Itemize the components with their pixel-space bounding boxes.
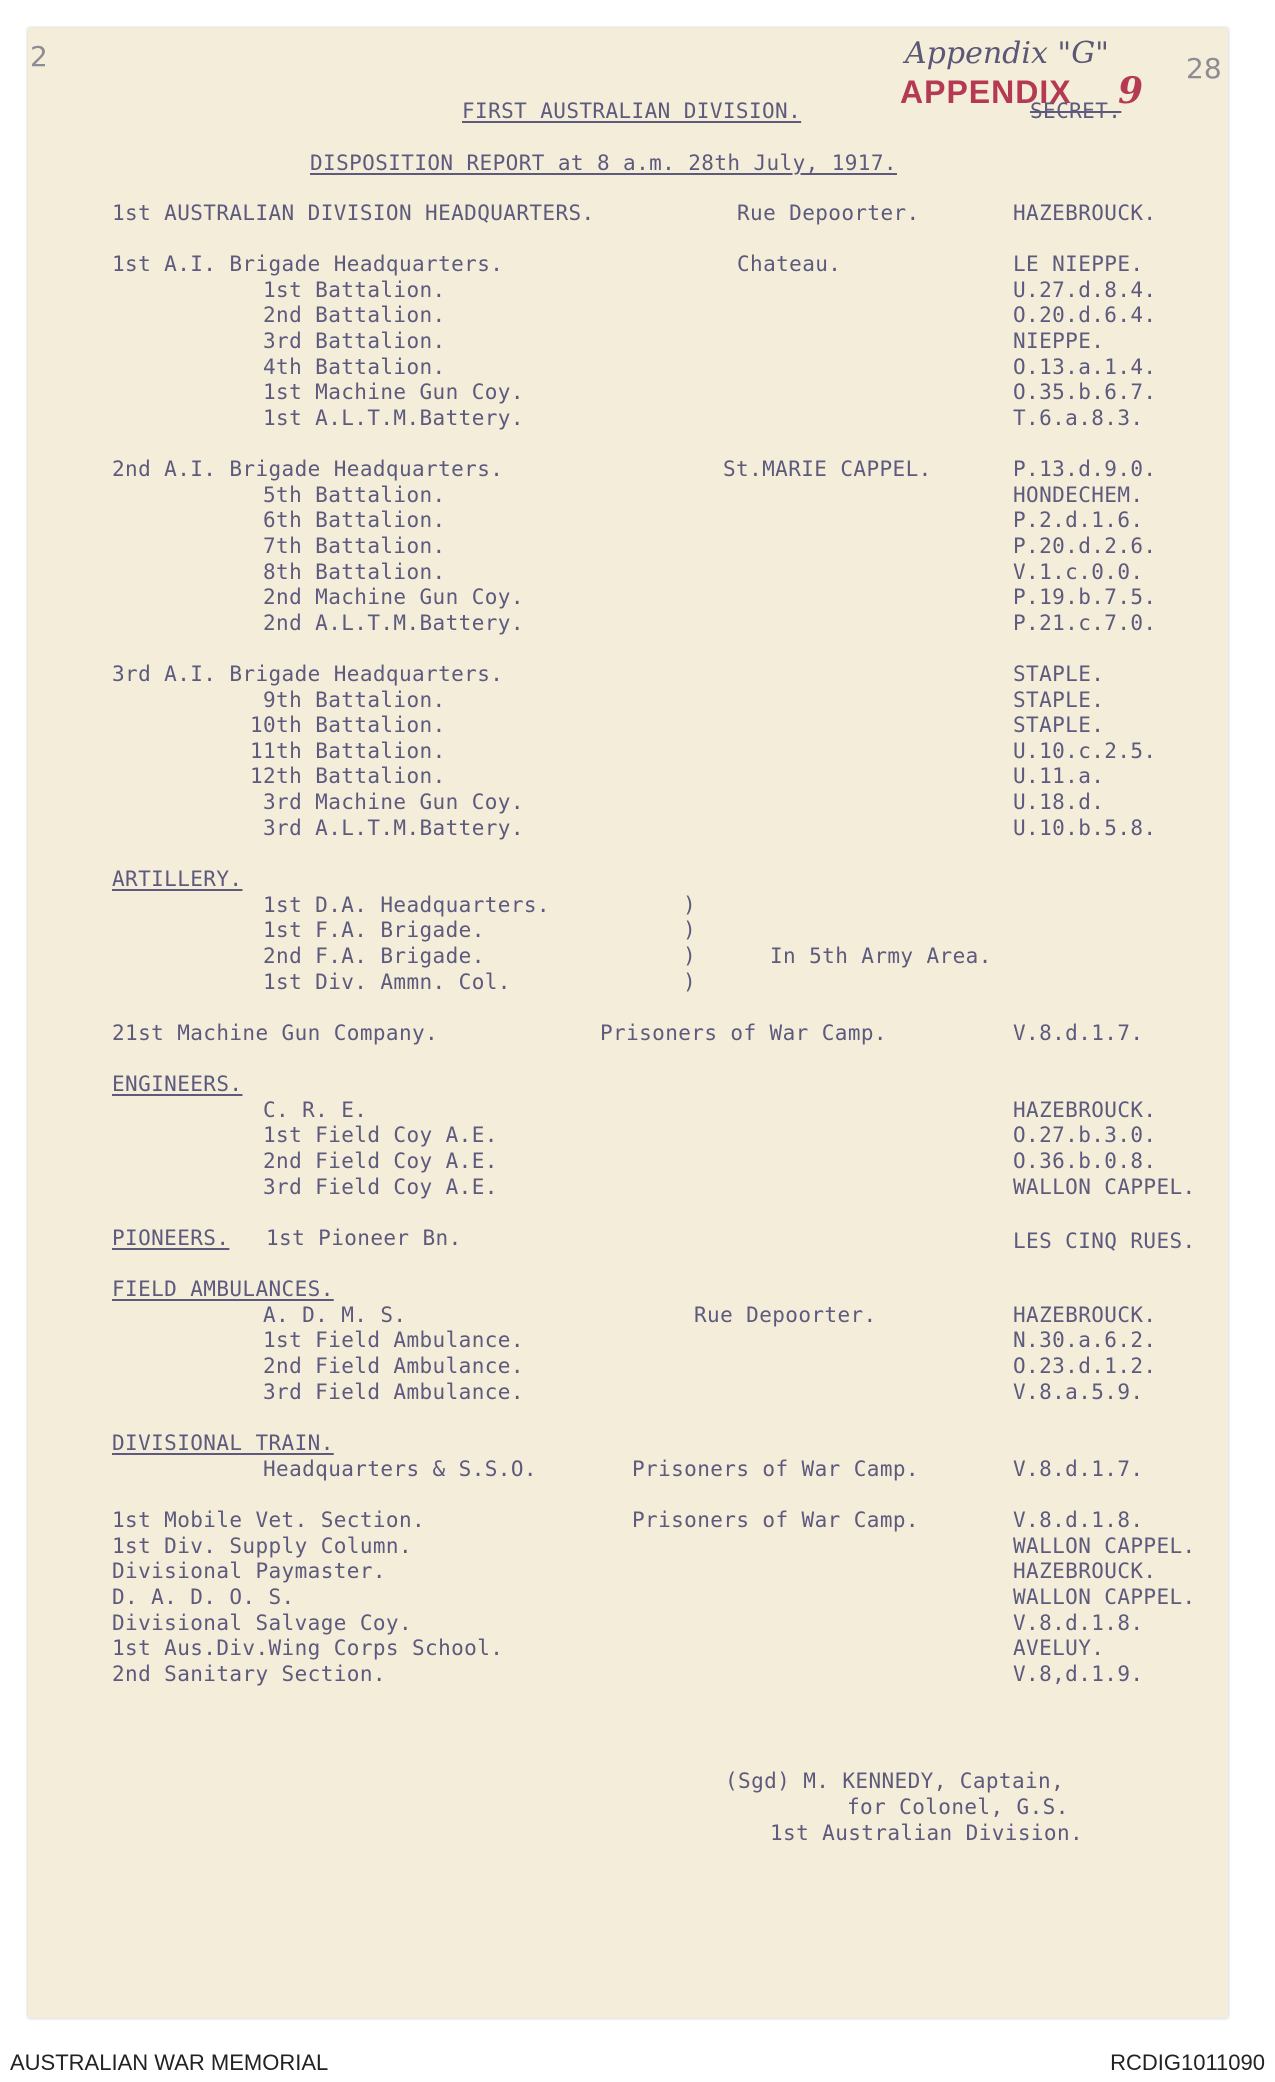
brigade2-unit-location: P.2.d.1.6. [1013, 508, 1144, 532]
artillery-bracket: ) [683, 893, 697, 917]
division-hq-place: Rue Depoorter. [737, 201, 920, 225]
brigade2-unit: 2nd A.L.T.M.Battery. [263, 611, 524, 635]
ambulances-unit: 1st Field Ambulance. [263, 1328, 524, 1352]
artillery-unit: 1st Div. Ammn. Col. [263, 970, 511, 994]
train-unit: Headquarters & S.S.O. [263, 1457, 537, 1481]
artillery-bracket: ) [683, 970, 697, 994]
misc-unit-location: V.8.d.1.8. [1013, 1508, 1144, 1532]
misc-unit-location: HAZEBROUCK. [1013, 1559, 1157, 1583]
division-hq-name: 1st AUSTRALIAN DIVISION HEADQUARTERS. [112, 201, 595, 225]
brigade3-unit-location: U.11.a. [1013, 764, 1105, 788]
page-number: 28 [1186, 52, 1222, 85]
brigade1-hq-place: Chateau. [737, 252, 842, 276]
secret-marking: SECRET. [1030, 99, 1122, 123]
pencil-mark: 2 [30, 40, 48, 73]
brigade2-hq-location: P.13.d.9.0. [1013, 457, 1157, 481]
engineers-heading: ENGINEERS. [112, 1072, 243, 1096]
brigade1-hq-location: LE NIEPPE. [1013, 252, 1144, 276]
brigade3-unit-location: U.18.d. [1013, 790, 1105, 814]
engineers-unit: 1st Field Coy A.E. [263, 1123, 498, 1147]
brigade2-unit: 5th Battalion. [263, 483, 446, 507]
brigade2-unit: 7th Battalion. [263, 534, 446, 558]
pioneers-location: LES CINQ RUES. [1013, 1229, 1196, 1253]
brigade3-unit-location: STAPLE. [1013, 688, 1105, 712]
brigade3-unit: 10th Battalion. [250, 713, 446, 737]
misc-unit: 1st Mobile Vet. Section. [112, 1508, 426, 1532]
brigade3-hq: 3rd A.I. Brigade Headquarters. [112, 662, 504, 686]
engineers-unit-location: HAZEBROUCK. [1013, 1098, 1157, 1122]
misc-unit: Divisional Paymaster. [112, 1559, 386, 1583]
artillery-heading: ARTILLERY. [112, 867, 243, 891]
mg21-place: Prisoners of War Camp. [600, 1021, 887, 1045]
brigade3-unit: 9th Battalion. [263, 688, 446, 712]
brigade3-unit: 11th Battalion. [250, 739, 446, 763]
brigade2-unit: 2nd Machine Gun Coy. [263, 585, 524, 609]
engineers-unit-location: O.36.b.0.8. [1013, 1149, 1157, 1173]
ambulances-unit-location: O.23.d.1.2. [1013, 1354, 1157, 1378]
signature-line: for Colonel, G.S. [847, 1795, 1069, 1819]
brigade1-unit-location: O.35.b.6.7. [1013, 380, 1157, 404]
brigade2-unit-location: P.19.b.7.5. [1013, 585, 1157, 609]
engineers-unit: C. R. E. [263, 1098, 368, 1122]
brigade1-unit: 1st A.L.T.M.Battery. [263, 406, 524, 430]
misc-unit-location: AVELUY. [1013, 1636, 1105, 1660]
misc-unit: 1st Div. Supply Column. [112, 1534, 412, 1558]
pioneers-heading: PIONEERS. [112, 1226, 230, 1250]
brigade2-unit-location: P.20.d.2.6. [1013, 534, 1157, 558]
brigade3-unit-location: U.10.b.5.8. [1013, 816, 1157, 840]
ambulances-unit-location: V.8.a.5.9. [1013, 1380, 1144, 1404]
artillery-location-note: In 5th Army Area. [770, 944, 992, 968]
engineers-unit: 2nd Field Coy A.E. [263, 1149, 498, 1173]
ambulances-unit: 3rd Field Ambulance. [263, 1380, 524, 1404]
brigade1-unit-location: NIEPPE. [1013, 329, 1105, 353]
footer-institution: AUSTRALIAN WAR MEMORIAL [10, 2050, 329, 2075]
brigade1-unit: 2nd Battalion. [263, 303, 446, 327]
brigade3-unit-location: STAPLE. [1013, 713, 1105, 737]
division-hq-location: HAZEBROUCK. [1013, 201, 1157, 225]
brigade3-unit: 3rd Machine Gun Coy. [263, 790, 524, 814]
brigade2-unit-location: V.1.c.0.0. [1013, 560, 1144, 584]
brigade2-unit: 8th Battalion. [263, 560, 446, 584]
ambulances-unit-location: HAZEBROUCK. [1013, 1303, 1157, 1327]
artillery-bracket: ) [683, 944, 697, 968]
misc-unit-location: WALLON CAPPEL. [1013, 1534, 1196, 1558]
train-heading: DIVISIONAL TRAIN. [112, 1431, 334, 1455]
appendix-stamp-number: 9 [1118, 70, 1144, 112]
brigade1-unit: 1st Battalion. [263, 278, 446, 302]
handwritten-appendix-note: Appendix "G" [905, 36, 1109, 71]
train-location: V.8.d.1.7. [1013, 1457, 1144, 1481]
train-place: Prisoners of War Camp. [632, 1457, 919, 1481]
brigade1-unit-location: T.6.a.8.3. [1013, 406, 1144, 430]
misc-unit: 1st Aus.Div.Wing Corps School. [112, 1636, 504, 1660]
engineers-unit-location: WALLON CAPPEL. [1013, 1175, 1196, 1199]
brigade2-unit-location: P.21.c.7.0. [1013, 611, 1157, 635]
signature-line: (Sgd) M. KENNEDY, Captain, [725, 1769, 1065, 1793]
ambulances-unit: 2nd Field Ambulance. [263, 1354, 524, 1378]
signature-line: 1st Australian Division. [770, 1821, 1084, 1845]
footer-record-id: RCDIG1011090 [1110, 2050, 1265, 2075]
brigade3-unit-location: U.10.c.2.5. [1013, 739, 1157, 763]
brigade3-unit: 12th Battalion. [250, 764, 446, 788]
brigade1-unit: 4th Battalion. [263, 355, 446, 379]
brigade1-unit: 3rd Battalion. [263, 329, 446, 353]
brigade2-hq: 2nd A.I. Brigade Headquarters. [112, 457, 504, 481]
misc-unit: 2nd Sanitary Section. [112, 1662, 386, 1686]
ambulances-unit-location: N.30.a.6.2. [1013, 1328, 1157, 1352]
misc-unit: D. A. D. O. S. [112, 1585, 295, 1609]
misc-unit: Divisional Salvage Coy. [112, 1611, 412, 1635]
misc-unit-place: Prisoners of War Camp. [632, 1508, 919, 1532]
brigade1-hq: 1st A.I. Brigade Headquarters. [112, 252, 504, 276]
brigade3-unit: 3rd A.L.T.M.Battery. [263, 816, 524, 840]
misc-unit-location: V.8.d.1.8. [1013, 1611, 1144, 1635]
misc-unit-location: WALLON CAPPEL. [1013, 1585, 1196, 1609]
misc-unit-location: V.8,d.1.9. [1013, 1662, 1144, 1686]
artillery-unit: 1st F.A. Brigade. [263, 918, 485, 942]
brigade1-unit-location: O.13.a.1.4. [1013, 355, 1157, 379]
artillery-unit: 1st D.A. Headquarters. [263, 893, 550, 917]
ambulances-unit-place: Rue Depoorter. [694, 1303, 877, 1327]
artillery-bracket: ) [683, 918, 697, 942]
brigade1-unit: 1st Machine Gun Coy. [263, 380, 524, 404]
brigade1-unit-location: O.20.d.6.4. [1013, 303, 1157, 327]
engineers-unit-location: O.27.b.3.0. [1013, 1123, 1157, 1147]
mg21-location: V.8.d.1.7. [1013, 1021, 1144, 1045]
brigade1-unit-location: U.27.d.8.4. [1013, 278, 1157, 302]
brigade3-hq-location: STAPLE. [1013, 662, 1105, 686]
brigade2-unit: 6th Battalion. [263, 508, 446, 532]
document-title: FIRST AUSTRALIAN DIVISION. [462, 99, 802, 123]
brigade2-unit-location: HONDECHEM. [1013, 483, 1144, 507]
pioneers-unit: 1st Pioneer Bn. [266, 1226, 462, 1250]
engineers-unit: 3rd Field Coy A.E. [263, 1175, 498, 1199]
artillery-unit: 2nd F.A. Brigade. [263, 944, 485, 968]
ambulances-unit: A. D. M. S. [263, 1303, 407, 1327]
ambulances-heading: FIELD AMBULANCES. [112, 1277, 334, 1301]
document-subtitle: DISPOSITION REPORT at 8 a.m. 28th July, 1917. [310, 151, 897, 175]
mg21-name: 21st Machine Gun Company. [112, 1021, 439, 1045]
brigade2-hq-place: St.MARIE CAPPEL. [723, 457, 932, 481]
appendix-stamp: APPENDIX [900, 74, 1072, 110]
